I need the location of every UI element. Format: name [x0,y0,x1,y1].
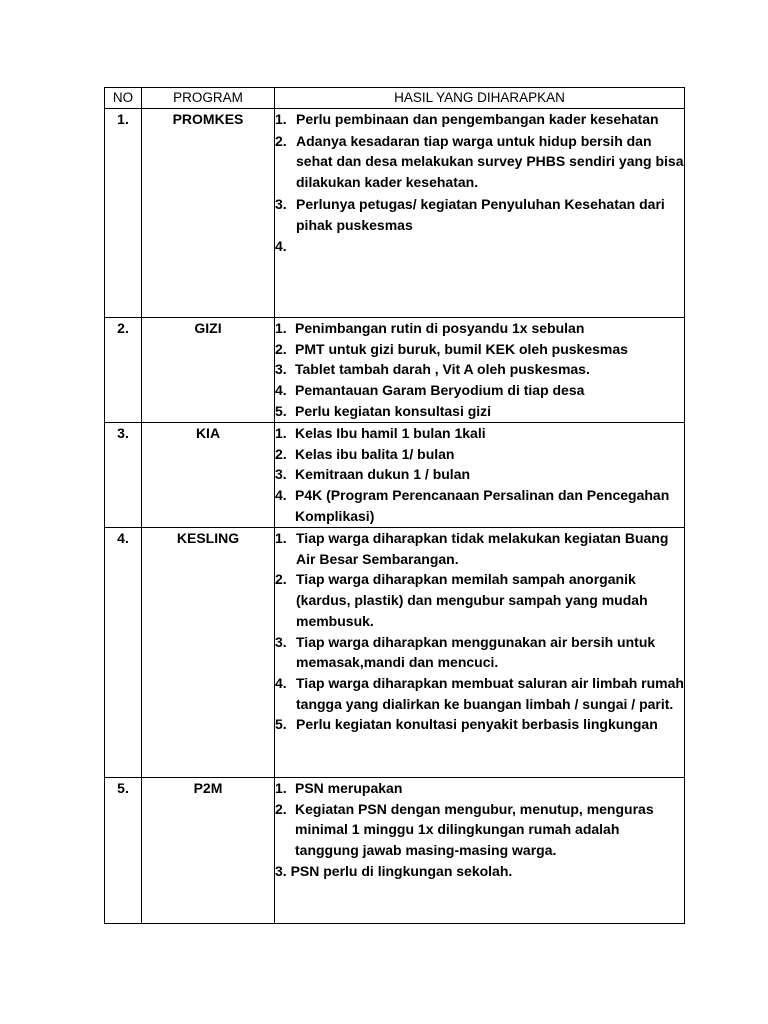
item-text: Perlu pembinaan dan pengembangan kader kesehatan [296,111,659,127]
item-number: 3. [275,361,287,378]
program-name: KESLING [142,528,275,778]
item-number: 3. [275,466,287,483]
item-number: 5. [275,402,287,419]
outcome-item [275,528,684,569]
item-text: Kemitraan dukun 1 / bulan [295,466,471,483]
outcome-item [275,714,684,735]
table-row [105,109,685,318]
item-text: Perlunya petugas/ kegiatan Penyuluhan Kesehatan dari pihak puskesmas [296,195,665,233]
item-text: Perlu kegiatan konultasi penyakit berbasis lingkungan [296,716,658,733]
outcome-item [275,194,684,235]
item-number: 1. [275,111,287,127]
header-program: PROGRAM [142,88,275,109]
item-number: 5. [275,716,287,733]
outcome-item [275,778,684,799]
outcome-item [275,359,684,380]
outcome-cell [275,778,685,924]
header-row [105,88,685,109]
item-text: Kegiatan PSN dengan mengubur, menutup, menguras minimal 1 minggu 1x dilingkungan rumah adalah tanggung jawab masing-masing warga. [295,800,654,859]
outcome-item [275,318,684,339]
item-number: 4. [275,238,287,255]
table-row [105,778,685,924]
outcome-cell [275,318,685,423]
outcome-cell [275,109,685,318]
item-number: 2. [275,800,287,817]
item-number: 1. [275,530,287,546]
item-text: Kelas ibu balita 1/ bulan [295,445,455,462]
outcome-item [275,485,684,526]
item-text: Pemantauan Garam Beryodium di tiap desa [295,382,585,399]
item-number: 2. [275,445,287,462]
outcome-item [275,632,684,673]
outcome-item [275,401,684,422]
item-number: 4. [275,674,287,691]
item-text: Tiap warga diharapkan memilah sampah anorganik (kardus, plastik) dan mengubur sampah yang mudah membusuk. [296,571,648,629]
item-number: 4. [275,487,287,504]
program-name: P2M [142,778,275,924]
item-number: 3. [275,633,287,650]
outcome-cell [275,423,685,528]
row-number: 2. [105,318,142,423]
item-text: Adanya kesadaran tiap warga untuk hidup bersih dan sehat dan desa melakukan survey PHBS sendiri yang bisa dilakukan kader kesehatan. [296,132,684,191]
outcome-item [275,444,684,465]
outcome-item [275,131,684,193]
program-name: PROMKES [142,109,275,318]
item-text: PSN merupakan [295,780,403,796]
item-text: PSN perlu di lingkungan sekolah. [290,862,513,879]
item-number: 1. [275,320,287,336]
outcome-list [275,318,684,422]
item-text: P4K (Program Perencanaan Persalinan dan Pencegahan Komplikasi) [295,487,670,524]
item-number: 3. [275,195,287,212]
outcome-item [275,673,684,714]
outcome-item [275,339,684,360]
outcome-list [275,423,684,527]
outcome-list [275,778,684,882]
program-name: GIZI [142,318,275,423]
item-number: 2. [275,340,287,357]
outcome-item [275,569,684,631]
outcome-item [275,109,684,130]
item-text: Tiap warga diharapkan menggunakan air bersih untuk memasak,mandi dan mencuci. [296,633,656,671]
outcome-item [275,861,684,882]
outcome-cell [275,528,685,778]
outcome-item [275,380,684,401]
program-table [104,87,685,924]
outcome-list [275,528,684,735]
table-row [105,423,685,528]
row-number: 5. [105,778,142,924]
item-number: 2. [275,571,287,588]
header-hasil: HASIL YANG DIHARAPKAN [275,88,685,109]
table-row [105,318,685,423]
item-text: Tiap warga diharapkan tidak melakukan kegiatan Buang Air Besar Sembarangan. [296,530,669,567]
item-number: 1. [275,780,287,796]
outcome-item [275,464,684,485]
item-text: PMT untuk gizi buruk, bumil KEK oleh puskesmas [295,340,628,357]
program-name: KIA [142,423,275,528]
row-number: 1. [105,109,142,318]
item-number: 1. [275,425,287,441]
row-number: 4. [105,528,142,778]
item-number: 2. [275,132,287,149]
item-text: Penimbangan rutin di posyandu 1x sebulan [295,320,585,336]
row-number: 3. [105,423,142,528]
item-number: 4. [275,382,287,399]
item-text: Perlu kegiatan konsultasi gizi [295,402,492,419]
outcome-item [275,423,684,444]
outcome-item [275,799,684,861]
item-text: Tablet tambah darah , Vit A oleh puskesmas. [295,361,590,378]
outcome-list [275,109,684,255]
item-text: Tiap warga diharapkan membuat saluran air limbah rumah tangga yang dialirkan ke buangan limbah / sungai / parit. [296,674,684,712]
header-no: NO [105,88,142,109]
item-number: 3. [275,862,287,879]
table-row [105,528,685,778]
item-text: Kelas Ibu hamil 1 bulan 1kali [295,425,486,441]
